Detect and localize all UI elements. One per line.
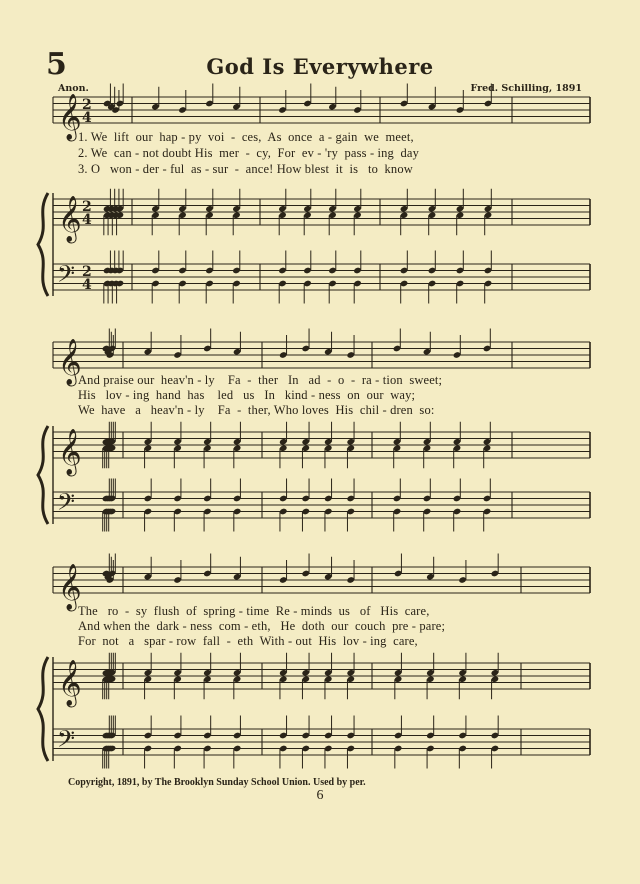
bass-clef-icon: 𝄢 (57, 488, 76, 521)
brace (38, 193, 48, 296)
lyric-line-system3-verse2: And when the dark - ness com - eth, He doth our couch pre - pare; (78, 619, 446, 633)
lyric-line-system2-verse2: His lov - ing hand has led us In kind - ness on our way; (78, 388, 416, 402)
author-credit: Anon. (58, 83, 89, 94)
treble-clef-icon: 𝄞 (58, 660, 82, 706)
time-signature-top: 2 (82, 97, 92, 113)
page-number: 6 (316, 788, 324, 803)
time-signature-bottom: 4 (82, 277, 92, 293)
bass-clef-icon: 𝄢 (57, 260, 76, 293)
hymn-title: God Is Everywhere (206, 54, 434, 79)
time-signature-bottom: 4 (82, 212, 92, 228)
composer-credit: Fred. Schilling, 1891 (470, 83, 582, 94)
brace (38, 426, 48, 524)
lyric-line-system2-verse3: We have a heav'n - ly Fa - ther, Who loves His chil - dren so: (78, 403, 435, 417)
lyric-line-system1-verse3: 3. O won - der - ful as - sur - ance! How blest it is to know (78, 162, 413, 176)
lyric-line-system1-verse1: 1. We lift our hap - py voi - ces, As once a - gain we meet, (78, 130, 414, 144)
treble-clef-icon: 𝄞 (58, 564, 82, 610)
treble-clef-icon: 𝄞 (58, 196, 82, 242)
treble-clef-icon: 𝄞 (58, 94, 82, 140)
time-signature-top: 2 (82, 264, 92, 280)
hymn-number: 5 (46, 47, 67, 82)
treble-clef-icon: 𝄞 (58, 429, 82, 475)
lyric-line-system1-verse2: 2. We can - not doubt His mer - cy, For ev - 'ry pass - ing day (78, 146, 419, 160)
time-signature-bottom: 4 (82, 110, 92, 126)
bass-clef-icon: 𝄢 (57, 725, 76, 758)
lyric-line-system2-verse1: And praise our heav'n - ly Fa - ther In ad - o - ra - tion sweet; (78, 373, 443, 387)
time-signature-top: 2 (82, 199, 92, 215)
lyric-line-system3-verse3: For not a spar - row fall - eth With - out His lov - ing care, (78, 634, 418, 648)
copyright-notice: Copyright, 1891, by The Brooklyn Sunday School Union. Used by per. (68, 777, 366, 788)
lyric-line-system3-verse1: The ro - sy flush of spring - time Re - minds us of His care, (78, 604, 430, 618)
brace (38, 657, 48, 761)
treble-clef-icon: 𝄞 (58, 339, 82, 385)
